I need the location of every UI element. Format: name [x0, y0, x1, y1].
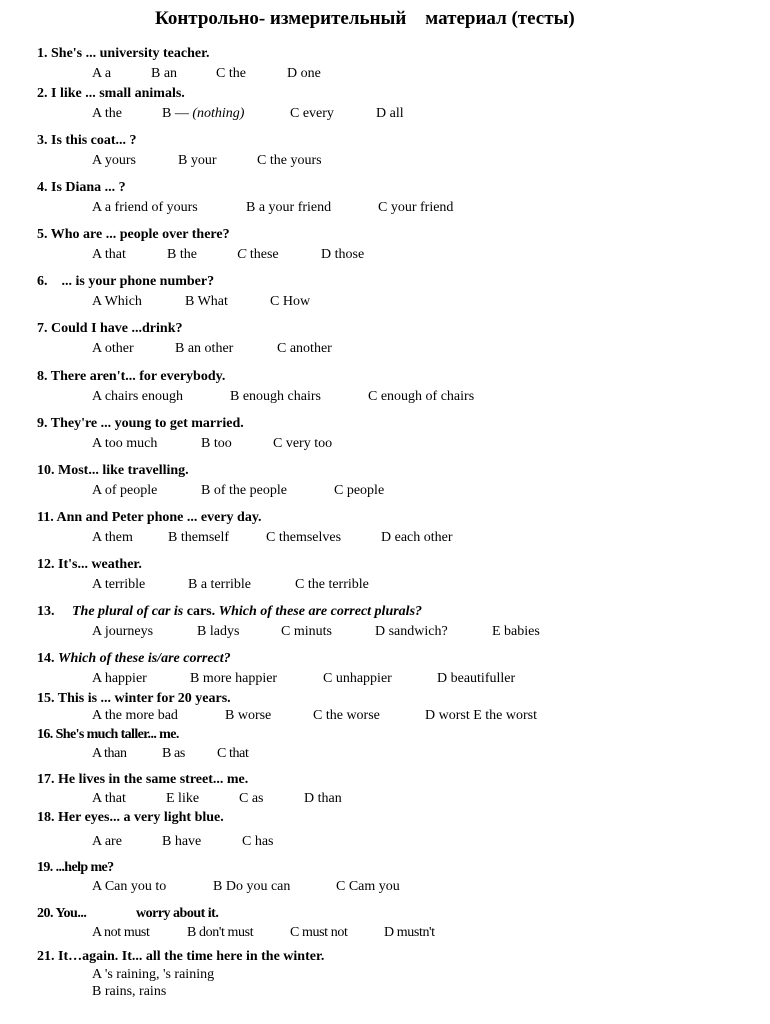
- question-13-part3: Which of these are correct plurals?: [218, 604, 423, 619]
- option-8b: B enough chairs: [230, 389, 321, 404]
- question-20-end: worry about it.: [136, 906, 219, 921]
- option-21a: A 's raining, 's raining: [92, 967, 215, 982]
- option-15c: C the worse: [313, 708, 380, 723]
- option-1c: C the: [216, 66, 246, 81]
- option-18a: A are: [92, 834, 122, 849]
- question-19: 19. ...help me?: [37, 860, 114, 875]
- question-13: [37, 604, 422, 620]
- question-4: 4. Is Diana ... ?: [37, 180, 126, 195]
- question-14: [37, 651, 231, 667]
- option-2b: [162, 106, 244, 122]
- option-2a: A the: [92, 106, 122, 121]
- question-14-stem: Which of these is/are correct?: [58, 651, 231, 666]
- question-9: 9. They're ... young to get married.: [37, 416, 244, 431]
- option-5c-letter: C: [237, 247, 247, 262]
- option-8c: C enough of chairs: [368, 389, 475, 404]
- option-11a: A them: [92, 530, 133, 545]
- option-20d: D mustn't: [384, 925, 435, 940]
- option-14c: C unhappier: [323, 671, 392, 686]
- option-1b: B an: [151, 66, 178, 81]
- option-17b: E like: [166, 791, 200, 806]
- option-19a: A Can you to: [92, 879, 167, 894]
- question-8: 8. There aren't... for everybody.: [37, 369, 226, 384]
- option-2c: C every: [290, 106, 334, 121]
- option-11b: B themself: [168, 530, 230, 545]
- option-15b: B worse: [225, 708, 272, 723]
- option-7c: C another: [277, 341, 332, 356]
- question-17: 17. He lives in the same street... me.: [37, 772, 249, 787]
- option-9c: C very too: [273, 436, 333, 451]
- question-3: 3. Is this coat... ?: [37, 133, 137, 148]
- option-2d: D all: [376, 106, 404, 121]
- option-1a: A a: [92, 66, 112, 81]
- option-5c: [237, 247, 279, 263]
- option-5d: D those: [321, 247, 365, 262]
- option-7a: A other: [92, 341, 134, 356]
- option-6a: A Which: [92, 294, 142, 309]
- option-13d: D sandwich?: [375, 624, 448, 639]
- option-2b-note: (nothing): [192, 106, 245, 121]
- option-16a: A than: [92, 746, 127, 761]
- question-6: 6. ... is your phone number?: [37, 274, 215, 289]
- option-15a: A the more bad: [92, 708, 178, 723]
- option-12b: B a terrible: [188, 577, 251, 592]
- question-2: 2. I like ... small animals.: [37, 86, 185, 101]
- question-11: 11. Ann and Peter phone ... every day.: [37, 510, 262, 525]
- option-13b: B ladys: [197, 624, 240, 639]
- question-10: 10. Most... like travelling.: [37, 463, 189, 478]
- question-13-number: 13.: [37, 604, 55, 619]
- question-13-part2: cars.: [183, 604, 219, 619]
- option-6b: B What: [185, 294, 228, 309]
- option-5c-text: these: [246, 247, 279, 262]
- option-9a: A too much: [92, 436, 158, 451]
- question-14-number: 14.: [37, 651, 58, 666]
- option-3c: C the yours: [257, 153, 322, 168]
- option-8a: A chairs enough: [92, 389, 183, 404]
- option-17c: C as: [239, 791, 264, 806]
- option-14d: D beautifuller: [437, 671, 516, 686]
- option-10b: B of the people: [201, 483, 287, 498]
- option-3b: B your: [178, 153, 217, 168]
- option-2b-letter: B —: [162, 106, 193, 121]
- option-18c: C has: [242, 834, 274, 849]
- page-title: Контрольно- измерительный материал (тесты): [155, 8, 575, 29]
- option-11d: D each other: [381, 530, 453, 545]
- question-1: 1. She's ... university teacher.: [37, 46, 210, 61]
- option-13c: C minuts: [281, 624, 332, 639]
- option-12c: C the terrible: [295, 577, 369, 592]
- option-17d: D than: [304, 791, 342, 806]
- option-3a: A yours: [92, 153, 136, 168]
- option-4b: B a your friend: [246, 200, 332, 215]
- option-9b: B too: [201, 436, 232, 451]
- option-16c: C that: [217, 746, 249, 761]
- option-10c: C people: [334, 483, 385, 498]
- option-20c: C must not: [290, 925, 348, 940]
- option-19c: C Cam you: [336, 879, 400, 894]
- option-11c: C themselves: [266, 530, 342, 545]
- option-17a: A that: [92, 791, 126, 806]
- option-13a: A journeys: [92, 624, 154, 639]
- option-21b: B rains, rains: [92, 984, 167, 999]
- option-7b: B an other: [175, 341, 234, 356]
- question-16: 16. She's much taller... me.: [37, 727, 179, 742]
- question-20-start: 20. You...: [37, 906, 87, 921]
- option-14b: B more happier: [190, 671, 278, 686]
- option-4a: A a friend of yours: [92, 200, 198, 215]
- option-16b: B as: [162, 746, 185, 761]
- option-4c: C your friend: [378, 200, 454, 215]
- question-21: 21. It…again. It... all the time here in the winter.: [37, 949, 325, 964]
- question-18: 18. Her eyes... a very light blue.: [37, 810, 224, 825]
- option-14a: A happier: [92, 671, 147, 686]
- option-1d: D one: [287, 66, 321, 81]
- option-12a: A terrible: [92, 577, 146, 592]
- option-13e: E babies: [492, 624, 540, 639]
- option-15d: D worst E the worst: [425, 708, 537, 723]
- question-12: 12. It's... weather.: [37, 557, 142, 572]
- option-20a: A not must: [92, 925, 150, 940]
- question-15: 15. This is ... winter for 20 years.: [37, 691, 231, 706]
- option-6c: C How: [270, 294, 311, 309]
- option-5b: B the: [167, 247, 197, 262]
- option-18b: B have: [162, 834, 202, 849]
- question-7: 7. Could I have ...drink?: [37, 321, 183, 336]
- question-5: 5. Who are ... people over there?: [37, 227, 230, 242]
- option-10a: A of people: [92, 483, 158, 498]
- option-19b: B Do you can: [213, 879, 291, 894]
- question-20: [37, 906, 86, 922]
- question-13-part1: The plural of car is: [72, 604, 184, 619]
- option-5a: A that: [92, 247, 126, 262]
- option-20b: B don't must: [187, 925, 254, 940]
